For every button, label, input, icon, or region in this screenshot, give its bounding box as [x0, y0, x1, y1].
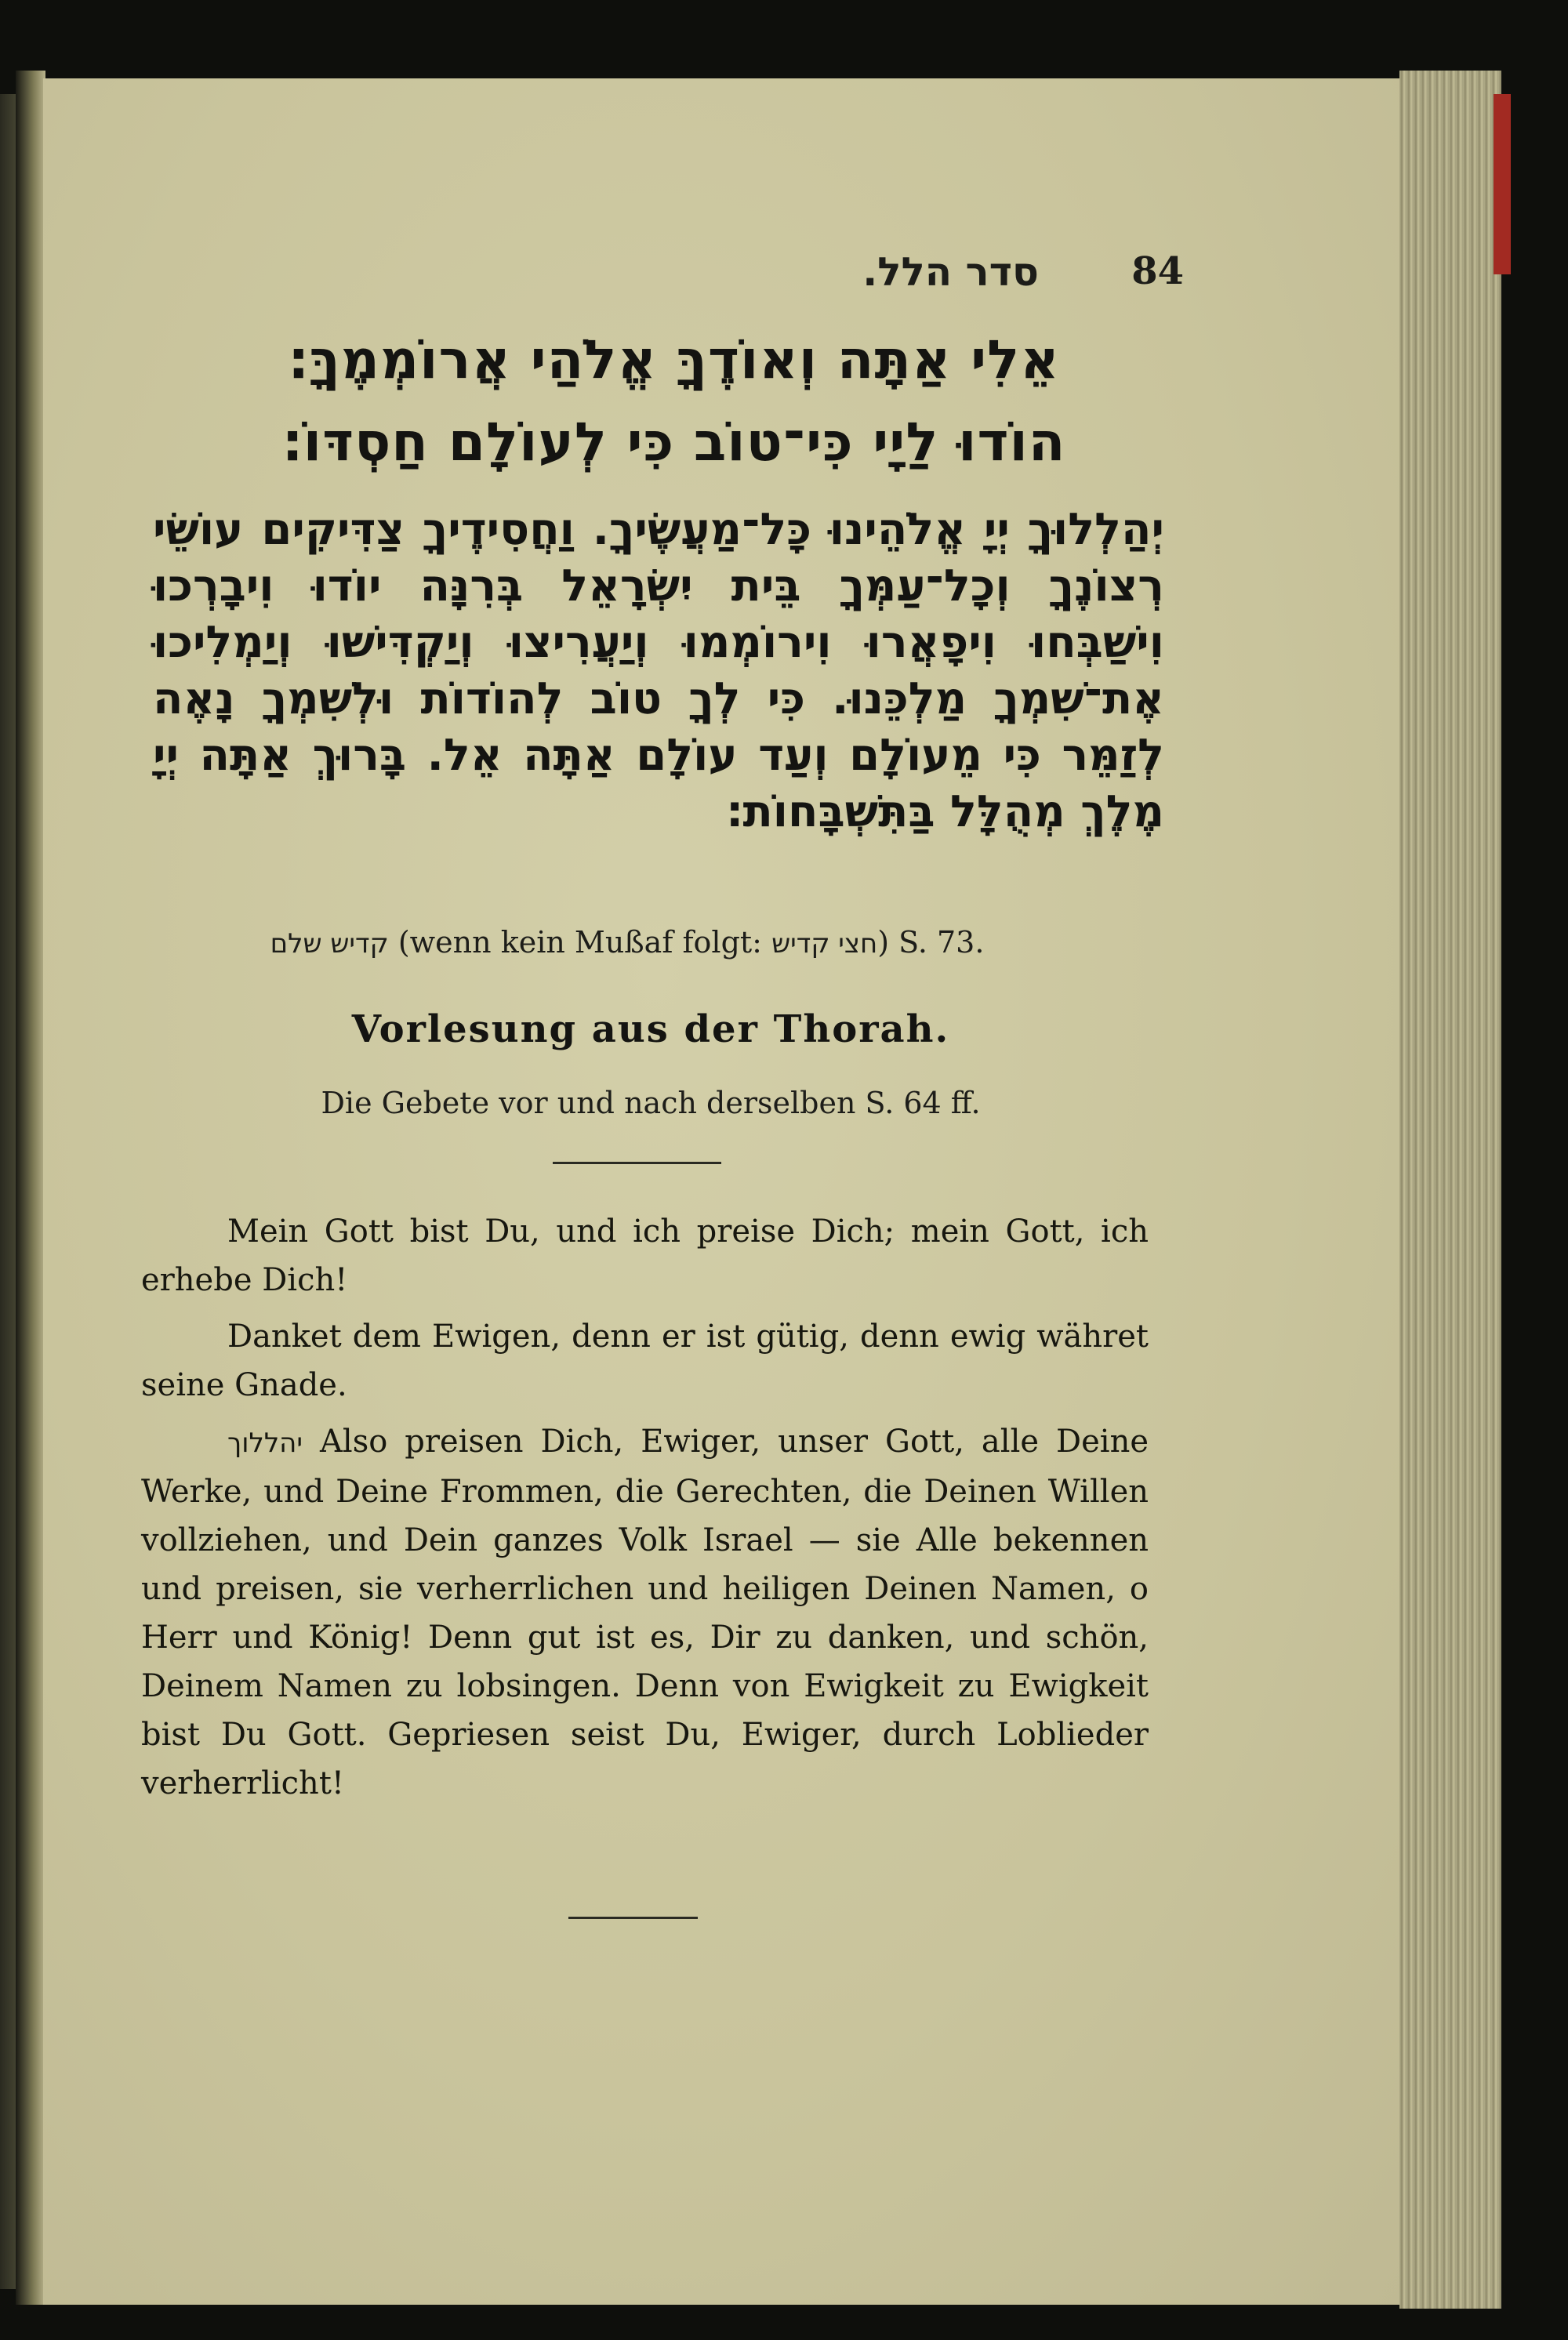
kaddish-half-label: חצי קדיש [771, 928, 878, 960]
kaddish-full-label: קדיש שלם [270, 928, 389, 960]
section-heading: Vorlesung aus der Thorah. [351, 1007, 950, 1051]
german-paragraph-3-hebrew-cue: יהללוך [227, 1428, 303, 1459]
hebrew-prayer-text: יְהַלְלוּךָ יְיָ אֱלֹהֵינוּ כָּל־מַעֲשֶׂיךָ. וַחֲסִידֶיךָ צַדִּיקִים עוֹשֵׂי רְצוֹנֶךָ וְכָל־עַמְּךָ בֵּית יִשְׂרָאֵל בְּרִנָּה יוֹדוּ וִיבָרְכוּ וִישַׁבְּחוּ וִיפָאֲרוּ וִירוֹמְמוּ וְיַעֲרִיצוּ וְיַקְדִּישׁוּ וְיַמְלִיכוּ אֶת־שִׁמְךָ מַלְכֵּנוּ. כִּי לְךָ טוֹב לְהוֹדוֹת וּלְשִׁמְךָ נָאֶה לְזַמֵּר כִּי מֵעוֹלָם וְעַד עוֹלָם אַתָּה אֵל. בָּרוּךְ אַתָּה יְיָ מֶלֶךְ מְהֻלָּל בַּתִּשְׁבָּחוֹת׃ [153, 504, 1164, 837]
kaddish-condition-close: ) S. 73. [877, 925, 985, 960]
divider-rule-bottom [568, 1917, 698, 1919]
kaddish-condition-open: (wenn kein Mußaf folgt: [397, 925, 762, 960]
hebrew-verse-1: אֵלִי אַתָּה וְאוֹדֶךָּ אֱלֹהַי אֲרוֹמְמֶךָּ׃ [289, 329, 1060, 391]
running-title: סדר הלל. [862, 249, 1039, 295]
german-paragraph-2: Danket dem Ewigen, denn er ist gütig, denn ewig währet seine Gnade. [141, 1319, 1149, 1403]
page-number: 84 [1131, 249, 1184, 293]
divider-rule-top [553, 1162, 721, 1164]
german-paragraph-3-text: Also preisen Dich, Ewiger, unser Gott, alle Deine Werke, und Deine Frommen, die Gerechten, die Deinen Willen vollziehen, und Dein ganzes Volk Israel — sie Alle bekennen und preisen, sie verherrlichen und heiligen Deinen Namen, o Herr und König! Denn gut ist es, Dir zu danken, und schön, Deinem Namen zu lobsingen. Denn von Ewigkeit zu Ewigkeit bist Du Gott. Gepriesen seist Du, Ewiger, durch Loblieder verherrlicht! [141, 1424, 1149, 1801]
page-fore-edge [1399, 71, 1501, 2309]
book-gutter [16, 71, 45, 2305]
ribbon-marker [1494, 94, 1511, 274]
german-paragraph-3 [141, 1417, 1149, 1808]
section-subheading: Die Gebete vor und nach derselben S. 64 ff. [321, 1086, 981, 1120]
german-paragraph-1: Mein Gott bist Du, und ich preise Dich; mein Gott, ich erhebe Dich! [141, 1214, 1149, 1298]
kaddish-instruction [220, 925, 1035, 960]
page-header [188, 249, 1184, 304]
hebrew-verse-2: הוֹדוּ לַיָי כִּי־טוֹב כִּי לְעוֹלָם חַסְדּוֹ׃ [282, 412, 1066, 473]
german-translation [141, 1207, 1149, 1808]
